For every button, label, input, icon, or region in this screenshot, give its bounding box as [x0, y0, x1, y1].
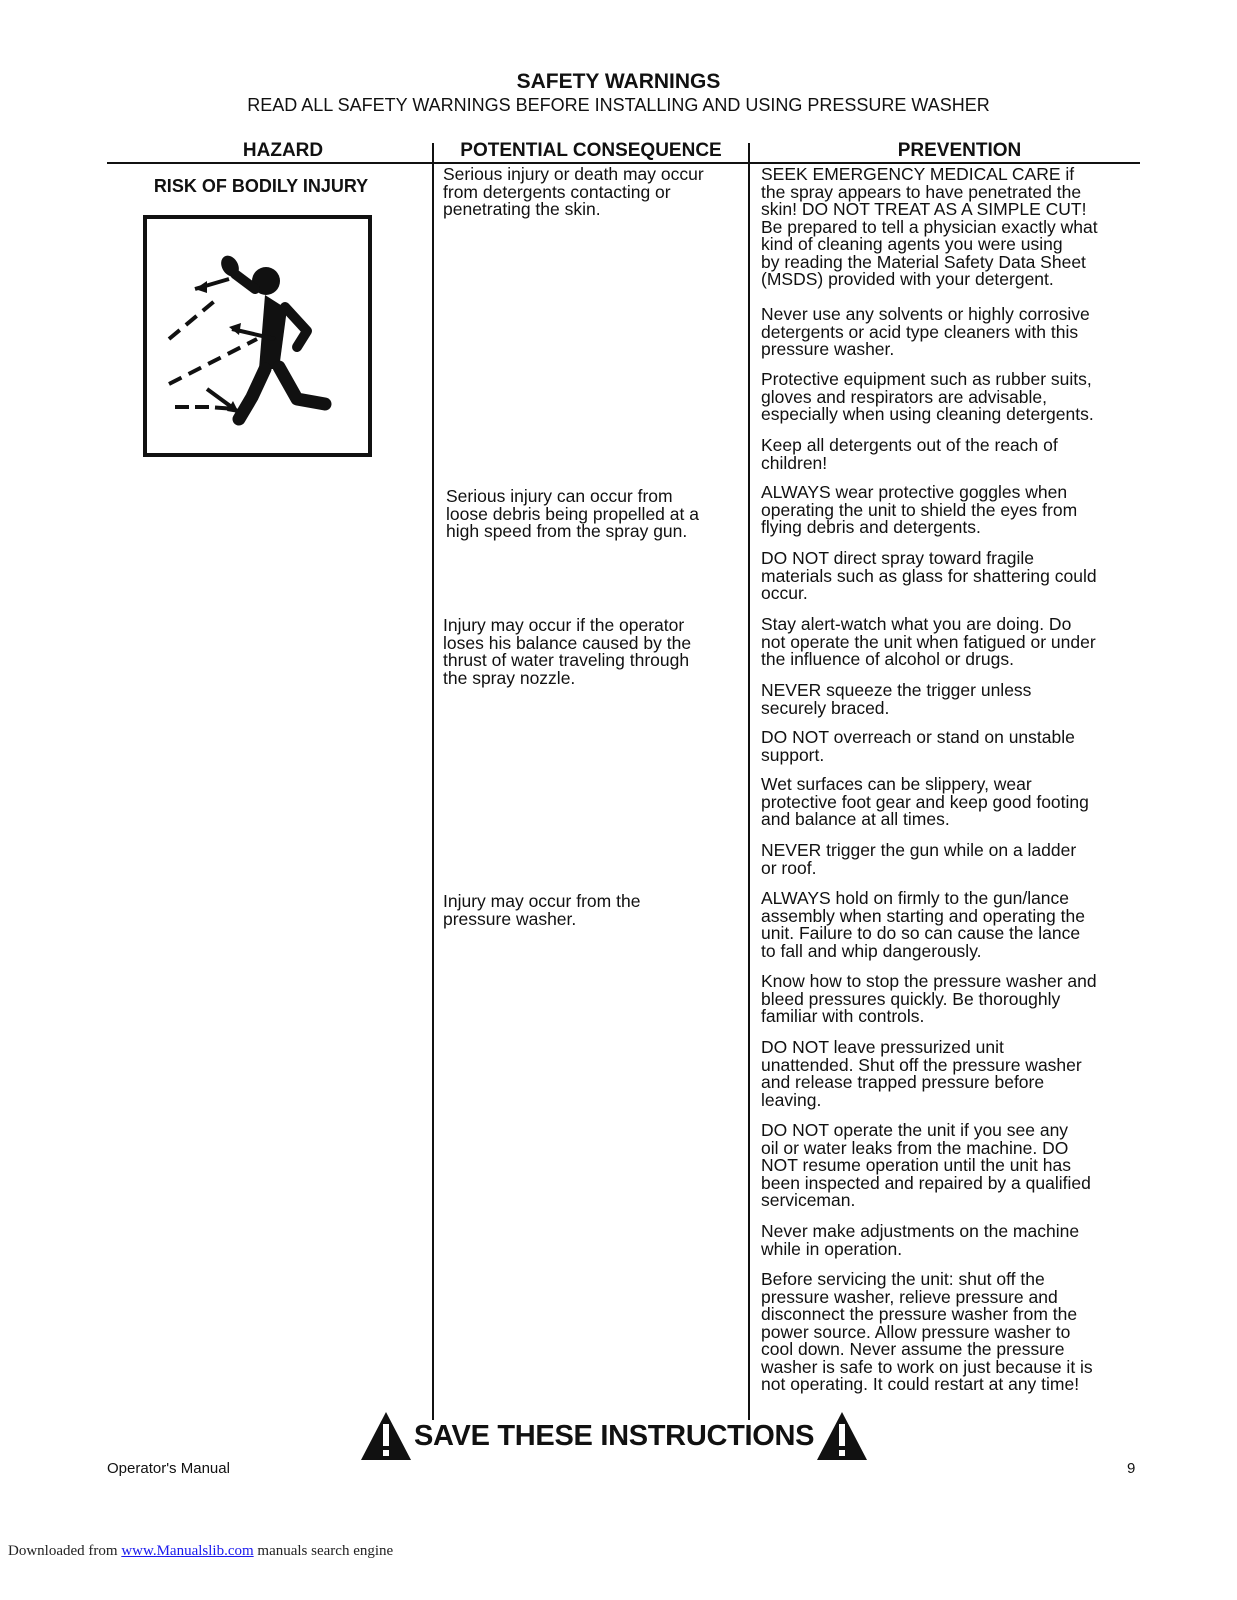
download-note: [8, 1543, 393, 1560]
prevention-item: Know how to stop the pressure washer and bleed pressures quickly. Be thoroughly familiar with controls.: [761, 971, 1097, 1026]
column-header-consequence: POTENTIAL CONSEQUENCE: [460, 140, 722, 161]
prevention-item: NEVER trigger the gun while on a ladder or roof.: [761, 840, 1077, 878]
prevention-item: SEEK EMERGENCY MEDICAL CARE if the spray appears to have penetrated the skin! DO NOT TREAT AS A SIMPLE CUT! Be prepared to tell a physician exactly what kind of cleaning agents you were using by reading the Material Safety Data Sheet (MSDS) provided with your detergent.: [761, 164, 1098, 289]
consequence-item: Serious injury or death may occur from detergents contacting or penetrating the skin.: [443, 164, 704, 219]
column-divider-right: [748, 143, 750, 1420]
prevention-item: Never make adjustments on the machine while in operation.: [761, 1221, 1080, 1259]
hazard-label: RISK OF BODILY INJURY: [153, 176, 369, 196]
prevention-item: DO NOT overreach or stand on unstable support.: [761, 727, 1075, 765]
warning-triangle-icon: [360, 1410, 412, 1462]
warning-triangle-icon: [816, 1410, 868, 1462]
prevention-item: Keep all detergents out of the reach of children!: [761, 435, 1058, 473]
page-number: 9: [1127, 1460, 1136, 1477]
prevention-item: ALWAYS hold on firmly to the gun/lance assembly when starting and operating the unit. Failure to do so can cause the lance to fall and whip dangerously.: [761, 888, 1085, 961]
prevention-item: Protective equipment such as rubber suits, gloves and respirators are advisable, especially when using cleaning detergents.: [761, 369, 1094, 424]
consequence-item: Injury may occur if the operator loses his balance caused by the thrust of water traveling through the spray nozzle.: [443, 615, 692, 688]
column-divider-left: [432, 143, 434, 1420]
consequence-item: Serious injury can occur from loose debris being propelled at a high speed from the spray gun.: [446, 486, 699, 541]
prevention-item: Wet surfaces can be slippery, wear protective foot gear and keep good footing and balance at all times.: [761, 774, 1089, 829]
download-prefix: Downloaded from: [8, 1543, 122, 1559]
prevention-item: DO NOT operate the unit if you see any oil or water leaks from the machine. DO NOT resume operation until the unit has been inspected and repaired by a qualified serviceman.: [761, 1120, 1091, 1210]
column-header-hazard: HAZARD: [242, 140, 324, 161]
footer-manual-title: Operator's Manual: [107, 1460, 230, 1477]
person-struck-by-spray-icon: [143, 215, 372, 457]
prevention-item: Before servicing the unit: shut off the pressure washer, relieve pressure and disconnect the pressure washer from the power source. Allow pressure washer to cool down. Never assume the pressure washer is safe to work on just because it is not operating. It could restart at any time!: [761, 1269, 1093, 1394]
column-header-prevention: PREVENTION: [897, 140, 1022, 161]
page-title: SAFETY WARNINGS: [516, 70, 721, 93]
save-instructions-text: SAVE THESE INSTRUCTIONS: [414, 1419, 815, 1452]
prevention-item: Never use any solvents or highly corrosive detergents or acid type cleaners with this pressure washer.: [761, 304, 1090, 359]
download-suffix: manuals search engine: [253, 1543, 394, 1559]
prevention-item: ALWAYS wear protective goggles when operating the unit to shield the eyes from flying debris and detergents.: [761, 482, 1078, 537]
prevention-item: DO NOT direct spray toward fragile materials such as glass for shattering could occur.: [761, 548, 1097, 603]
manualslib-link[interactable]: www.Manualslib.com: [121, 1543, 254, 1559]
save-instructions-banner: [360, 1410, 868, 1462]
prevention-item: DO NOT leave pressurized unit unattended. Shut off the pressure washer and release trapped pressure before leaving.: [761, 1037, 1082, 1110]
prevention-item: NEVER squeeze the trigger unless securely braced.: [761, 680, 1032, 718]
prevention-item: Stay alert-watch what you are doing. Do not operate the unit when fatigued or under the influence of alcohol or drugs.: [761, 614, 1096, 669]
consequence-item: Injury may occur from the pressure washer.: [443, 891, 641, 929]
page-subtitle: READ ALL SAFETY WARNINGS BEFORE INSTALLING AND USING PRESSURE WASHER: [247, 95, 990, 115]
